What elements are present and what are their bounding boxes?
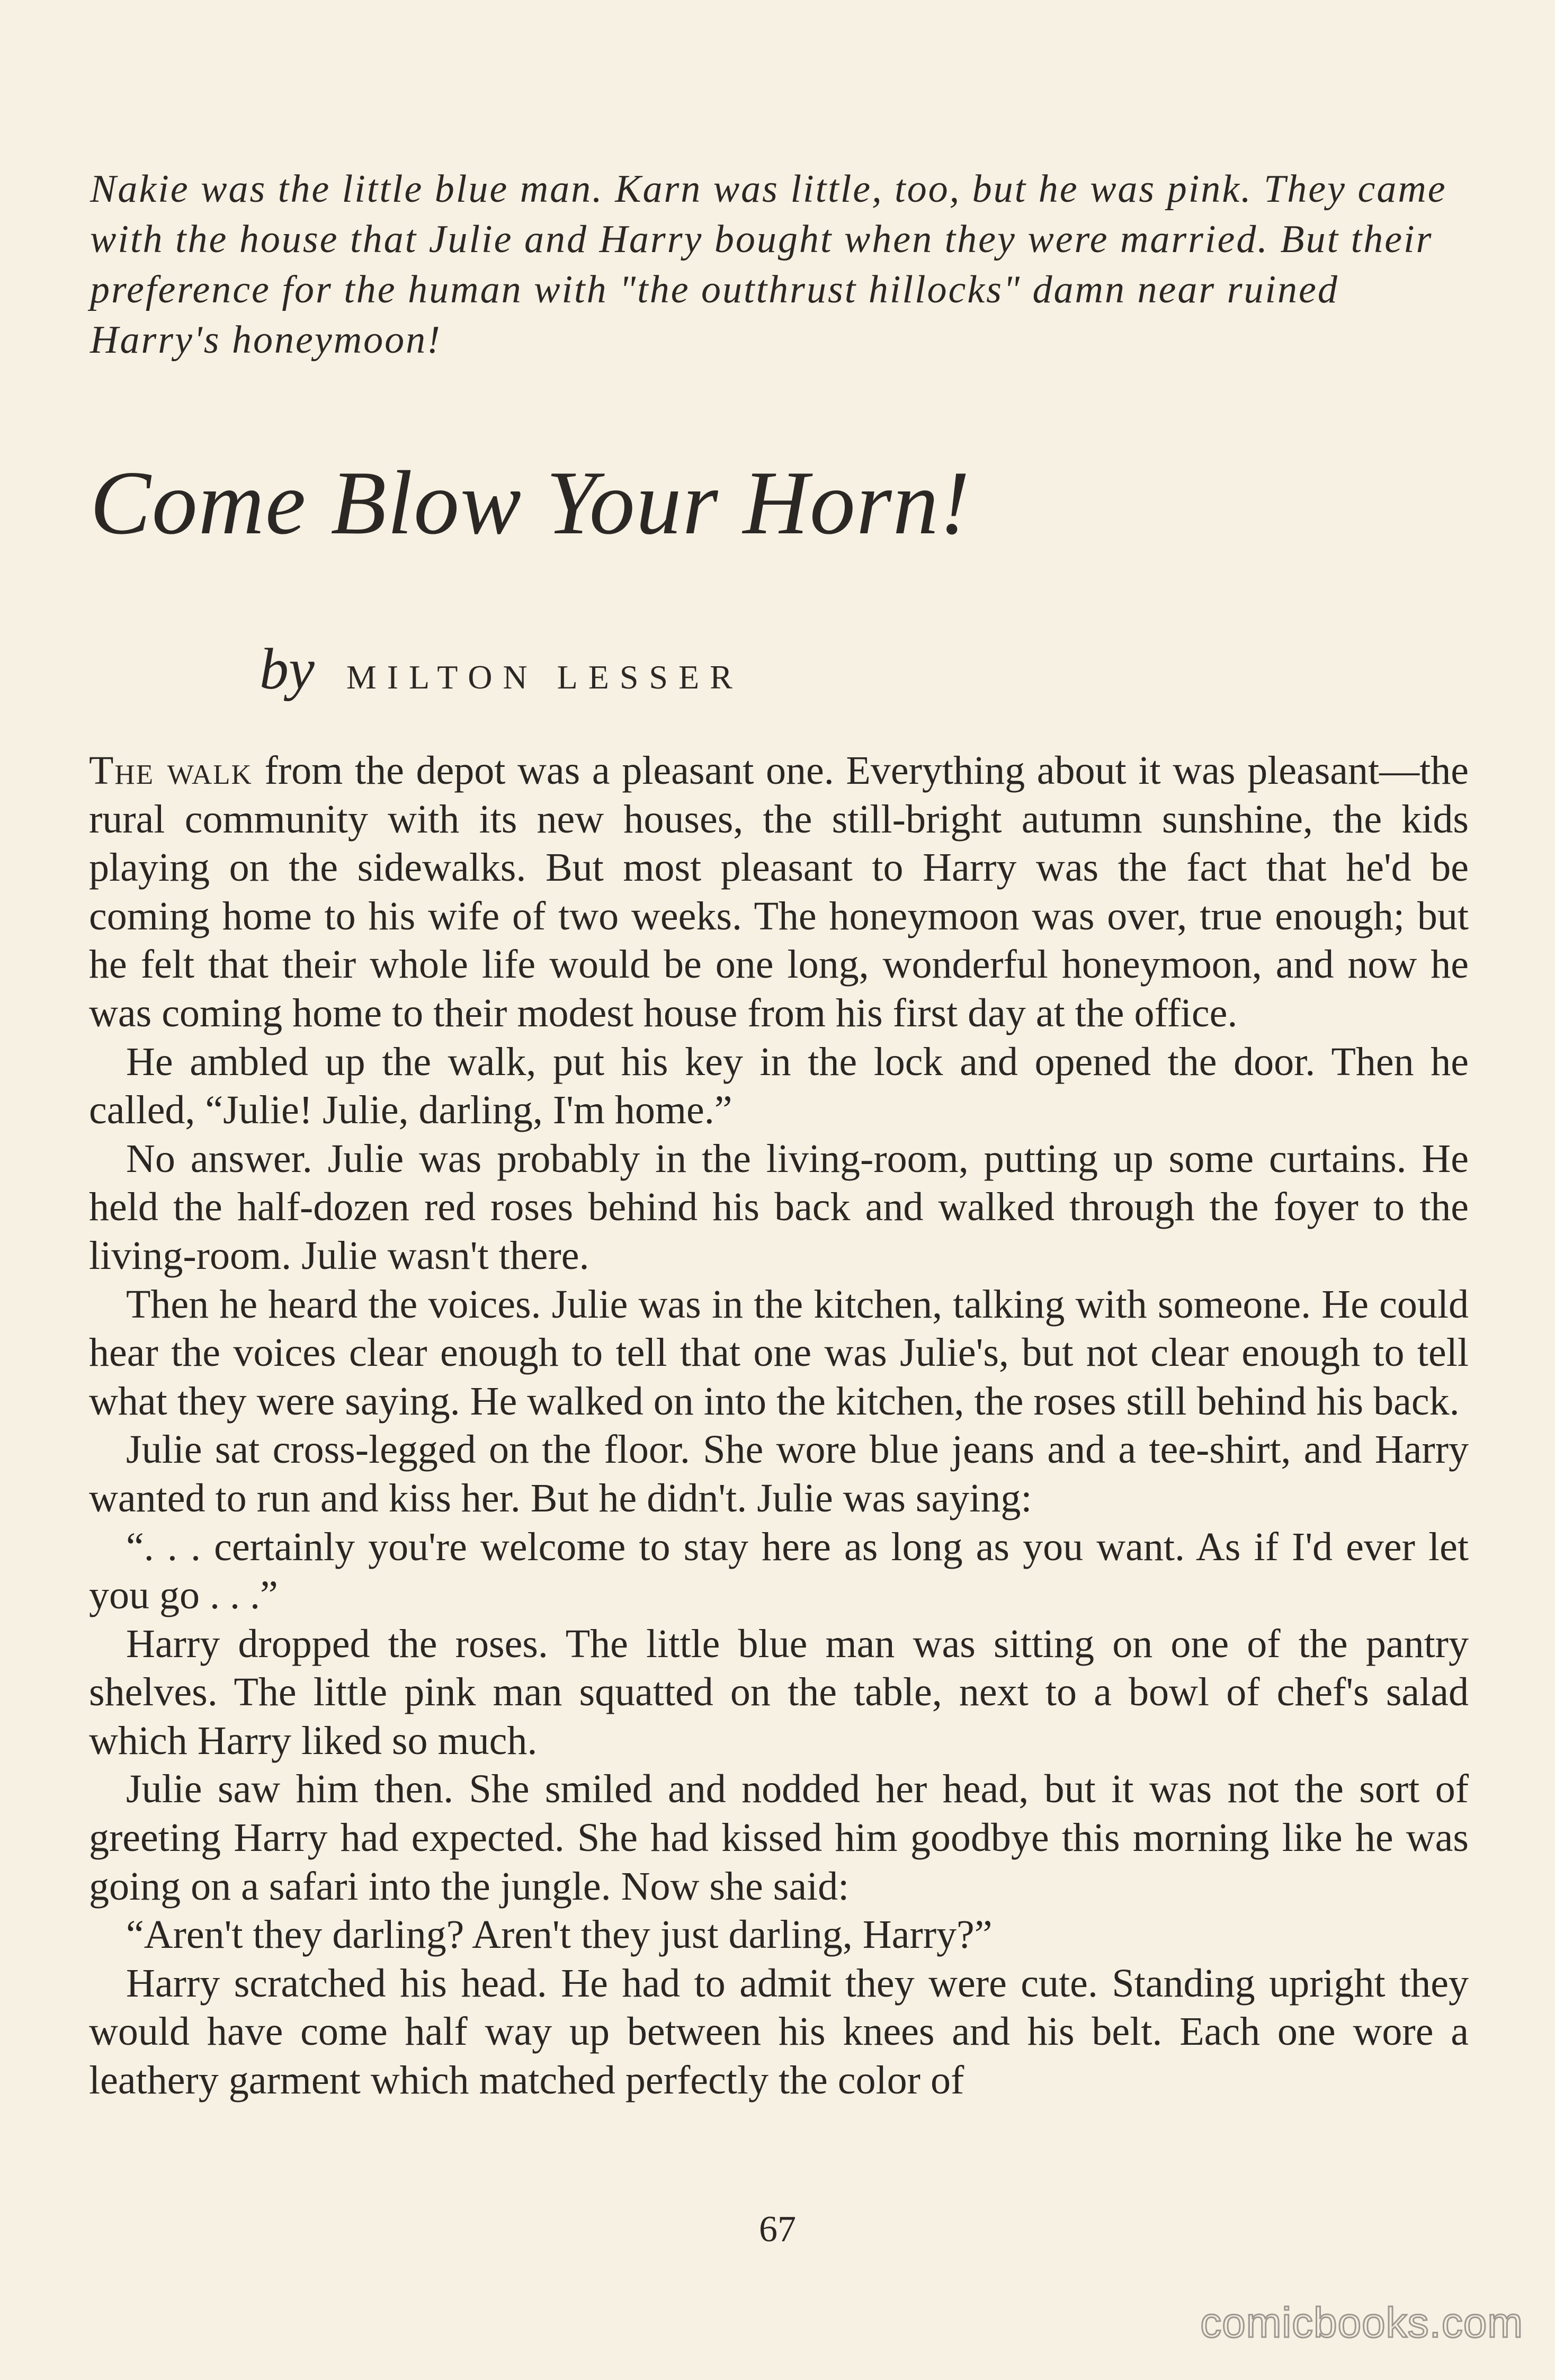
opening-smallcaps: The walk [89, 748, 253, 793]
story-paragraph: Harry scratched his head. He had to admit they were cute. Standing upright they would have come half way up between his knees and his belt. Each one wore a leathery garment which matched perfectly the color of [89, 1961, 1469, 2103]
story-paragraph: “Aren't they darling? Aren't they just darling, Harry?” [126, 1912, 993, 1957]
story-paragraph [89, 747, 1469, 1038]
page-number: 67 [759, 2209, 796, 2250]
story-paragraph: Then he heard the voices. Julie was in the kitchen, talking with someone. He could hear the voices clear enough to tell that one was Julie's, but not clear enough to tell what they were saying. He walked on into the kitchen, the roses still behind his back. [89, 1282, 1469, 1424]
story-paragraph: No answer. Julie was probably in the living-room, putting up some curtains. He held the half-dozen red roses behind his back and walked through the foyer to the living-room. Julie wasn't there. [89, 1136, 1469, 1278]
story-paragraph: Julie saw him then. She smiled and nodded her head, but it was not the sort of greeting Harry had expected. She had kissed him goodbye this morning like he was going on a safari into the jungle. Now she said: [89, 1767, 1469, 1909]
byline-by: by [260, 637, 315, 701]
story-blurb: Nakie was the little blue man. Karn was little, too, but he was pink. They came with the house that Julie and Harry bought when they were married. But their preference for the human with "the outthrust hillocks" damn near ruined Harry's honeymoon! [90, 167, 1447, 362]
byline [260, 636, 1319, 710]
story-body [89, 747, 1469, 2105]
story-paragraph: Julie sat cross-legged on the floor. She wore blue jeans and a tee-shirt, and Harry wanted to run and kiss her. But he didn't. Julie was saying: [89, 1427, 1469, 1520]
paragraph-text: from the depot was a pleasant one. Everything about it was pleasant—the rural community with its new houses, the still-bright autumn sunshine, the kids playing on the sidewalks. But most pleasant to Harry was the fact that he'd be coming home to his wife of two weeks. The honeymoon was over, true enough; but he felt that their whole life would be one long, wonderful honeymoon, and now he was coming home to their modest house from his first day at the office. [89, 748, 1469, 1035]
story-paragraph: Harry dropped the roses. The little blue man was sitting on one of the pantry shelves. The little pink man squatted on the table, next to a bowl of chef's salad which Harry liked so much. [89, 1621, 1469, 1763]
story-title: Come Blow Your Horn! [90, 453, 971, 553]
author-name: MILTON LESSER [346, 658, 743, 696]
story-paragraph: He ambled up the walk, put his key in the lock and opened the door. Then he called, “Julie! Julie, darling, I'm home.” [89, 1039, 1469, 1133]
watermark: comicbooks.com [1200, 2299, 1523, 2346]
story-paragraph: “. . . certainly you're welcome to stay here as long as you want. As if I'd ever let you go . . .” [89, 1524, 1469, 1618]
